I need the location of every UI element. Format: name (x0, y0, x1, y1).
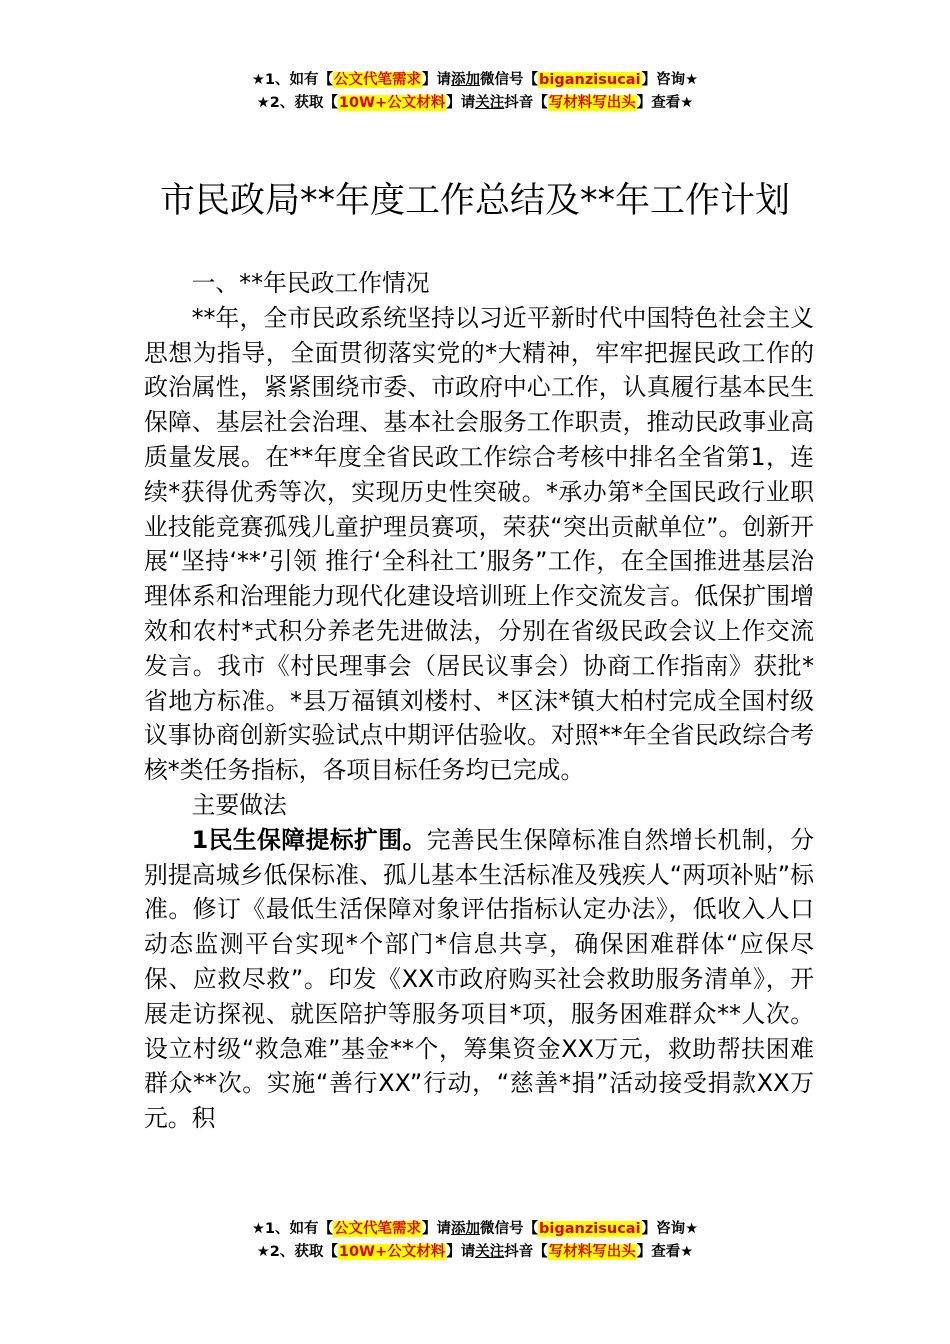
promo-line-2 (0, 1241, 950, 1264)
promo-text: 】咨询★ (641, 72, 699, 88)
promo-highlight: 写材料写出头 (548, 95, 636, 111)
promo-highlight: 公文代笔需求 (334, 72, 422, 88)
promo-text: 】请 (422, 72, 452, 88)
promo-highlight: 10W+公文材料 (338, 1244, 446, 1260)
promo-text: 】请 (446, 95, 476, 111)
section-heading: 一、**年民政工作情况 (191, 269, 430, 297)
promo-text: ★1、如有【 (251, 1221, 334, 1237)
promo-text: 】请 (446, 1244, 476, 1260)
paragraph-lead-bold: 1民生保障提标扩围。 (191, 825, 427, 854)
promo-highlight: 写材料写出头 (548, 1244, 636, 1260)
promo-text: 抖音【 (504, 95, 548, 111)
promo-highlight: 公文代笔需求 (334, 1221, 422, 1237)
document-title: 市民政局**年度工作总结及**年工作计划 (159, 181, 790, 221)
promo-text: 微信号【 (480, 72, 539, 88)
promo-text: 】查看★ (636, 95, 694, 111)
promo-highlight: 10W+公文材料 (338, 95, 446, 111)
paragraph-measure-1 (144, 823, 814, 1136)
promo-text: 】查看★ (636, 1244, 694, 1260)
promo-underlined-text: 关注 (475, 1244, 505, 1260)
promo-text: 】请 (422, 1221, 452, 1237)
promo-line-2 (0, 92, 950, 115)
promo-underlined-text: 关注 (475, 95, 505, 111)
promo-banner-top (0, 69, 950, 115)
promo-text: ★2、获取【 (256, 1244, 338, 1260)
paragraph-summary: **年，全市民政系统坚持以习近平新时代中国特色社会主义思想为指导，全面贯彻落实党的*大精神，牢牢把握民政工作的政治属性，紧紧围绕市委、市政府中心工作，认真履行基本民生保障、基层社会治理、基本社会服务工作职责，推动民政事业高质量发展。在**年度全省民政工作综合考核中排名全省第1，连续*获得优秀等次，实现历史性突破。*承办第*全国民政行业职业技能竞赛孤残儿童护理员赛项，荣获“突出贡献单位”。创新开展“坚持‘**’引领 推行‘全科社工’服务”工作，在全国推进基层治理体系和治理能力现代化建设培训班上作交流发言。低保扩围增效和农村*式积分养老先进做法，分别在省级民政会议上作交流发言。我市《村民理事会（居民议事会）协商工作指南》获批*省地方标准。*县万福镇刘楼村、*区沫*镇大柏村完成全国村级议事协商创新实验试点中期评估验收。对照**年全省民政综合考核*类任务指标，各项目标任务均已完成。 (144, 303, 814, 785)
promo-banner-bottom (0, 1218, 950, 1264)
promo-underlined-text: 添加 (451, 1221, 481, 1237)
promo-text: ★1、如有【 (251, 72, 334, 88)
promo-underlined-text: 添加 (451, 72, 481, 88)
promo-line-1 (0, 1218, 950, 1241)
document-body (144, 266, 814, 1136)
promo-highlight: biganzisucai (539, 72, 641, 88)
promo-line-1 (0, 69, 950, 92)
subheading: 主要做法 (191, 790, 287, 819)
promo-highlight: biganzisucai (539, 1221, 641, 1237)
paragraph-measure-1-text: 完善民生保障标准自然增长机制，分别提高城乡低保标准、孤儿基本生活标准及残疾人“两项补贴”标准。修订《最低生活保障对象评估指标认定办法》，低收入人口动态监测平台实现*个部门*信息共享，确保困难群体“应保尽保、应救尽救”。印发《XX市政府购买社会救助服务清单》，开展走访探视、就医陪护等服务项目*项，服务困难群众**人次。设立村级“救急难”基金**个，筹集资金XX万元，救助帮扶困难群众**次。实施“善行XX”行动，“慈善*捐”活动接受捐款XX万元。积 (144, 825, 815, 1133)
promo-text: 抖音【 (504, 1244, 548, 1260)
promo-text: 微信号【 (480, 1221, 539, 1237)
promo-text: ★2、获取【 (256, 95, 338, 111)
promo-text: 】咨询★ (641, 1221, 699, 1237)
